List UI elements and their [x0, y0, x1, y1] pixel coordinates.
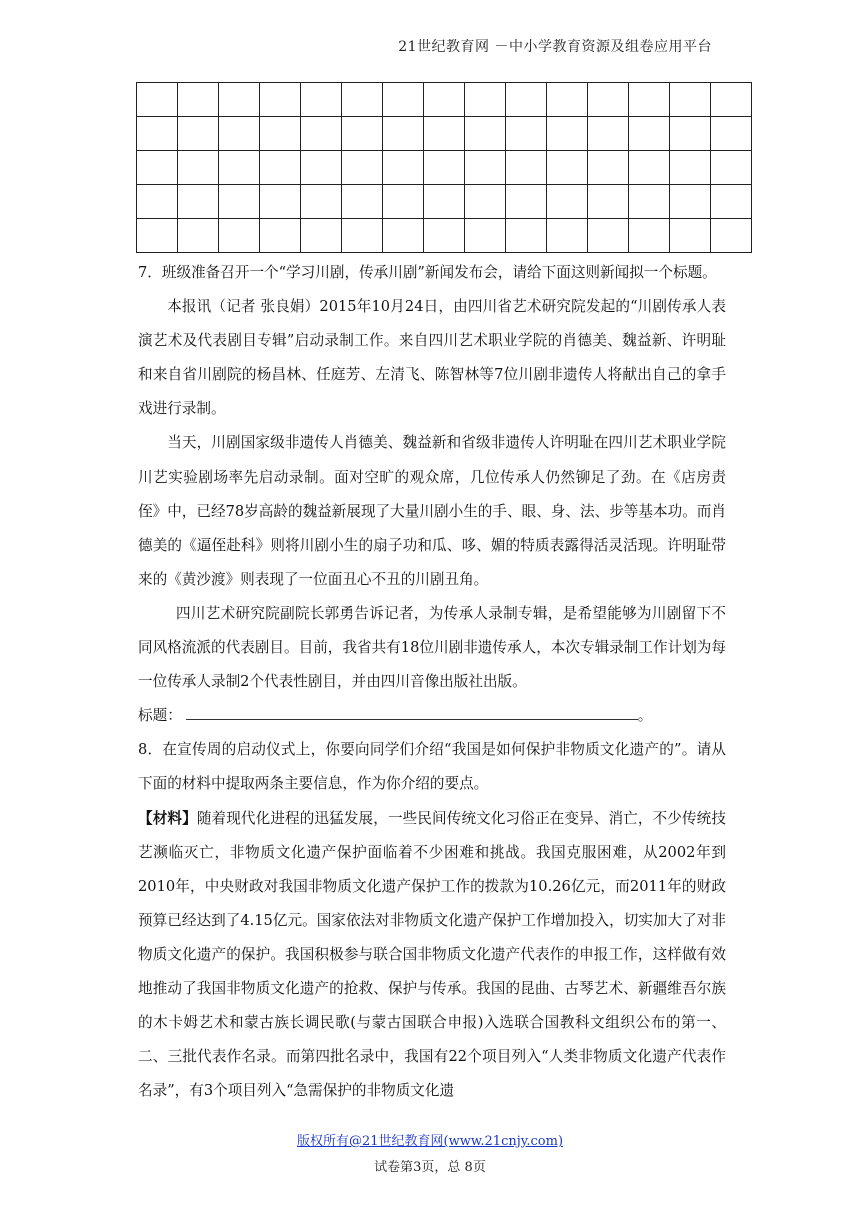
grid-cell[interactable]: [670, 219, 711, 253]
grid-cell[interactable]: [342, 117, 383, 151]
grid-cell[interactable]: [383, 83, 424, 117]
grid-cell[interactable]: [588, 151, 629, 185]
grid-cell[interactable]: [588, 219, 629, 253]
q8-material: [138, 802, 726, 1109]
grid-cell[interactable]: [383, 219, 424, 253]
grid-cell[interactable]: [588, 185, 629, 219]
grid-cell[interactable]: [588, 117, 629, 151]
q8-prompt: 8．在宣传周的启动仪式上，你要向同学们介绍“我国是如何保护非物质文化遗产的”。请从下面的材料中提取两条主要信息，作为你介绍的要点。: [138, 741, 726, 793]
grid-cell[interactable]: [260, 219, 301, 253]
grid-cell[interactable]: [424, 83, 465, 117]
site-header: 21世纪教育网 －中小学教育资源及组卷应用平台: [398, 39, 712, 55]
grid-cell[interactable]: [260, 185, 301, 219]
grid-cell[interactable]: [670, 117, 711, 151]
grid-cell[interactable]: [342, 151, 383, 185]
grid-cell[interactable]: [424, 151, 465, 185]
grid-cell[interactable]: [342, 83, 383, 117]
grid-cell[interactable]: [301, 219, 342, 253]
grid-cell[interactable]: [301, 151, 342, 185]
grid-cell[interactable]: [301, 83, 342, 117]
grid-cell[interactable]: [629, 219, 670, 253]
q7-answer-end: 。: [637, 707, 653, 725]
grid-cell[interactable]: [260, 83, 301, 117]
grid-cell[interactable]: [342, 219, 383, 253]
grid-cell[interactable]: [178, 219, 219, 253]
grid-cell[interactable]: [711, 219, 752, 253]
grid-cell[interactable]: [219, 151, 260, 185]
grid-cell[interactable]: [465, 185, 506, 219]
grid-cell[interactable]: [137, 219, 178, 253]
grid-row: [137, 117, 752, 151]
grid-cell[interactable]: [424, 185, 465, 219]
grid-cell[interactable]: [137, 185, 178, 219]
grid-cell[interactable]: [465, 151, 506, 185]
grid-cell[interactable]: [260, 151, 301, 185]
grid-cell[interactable]: [137, 83, 178, 117]
grid-cell[interactable]: [506, 117, 547, 151]
grid-cell[interactable]: [711, 117, 752, 151]
grid-cell[interactable]: [424, 117, 465, 151]
grid-cell[interactable]: [506, 185, 547, 219]
grid-cell[interactable]: [383, 117, 424, 151]
grid-cell[interactable]: [506, 151, 547, 185]
grid-row: [137, 151, 752, 185]
grid-cell[interactable]: [178, 151, 219, 185]
grid-cell[interactable]: [342, 185, 383, 219]
grid-cell[interactable]: [506, 219, 547, 253]
grid-cell[interactable]: [301, 117, 342, 151]
q7-answer-blank[interactable]: [186, 703, 638, 720]
q7-answer-line: [138, 699, 726, 733]
grid-row: [137, 83, 752, 117]
grid-cell[interactable]: [547, 151, 588, 185]
grid-cell[interactable]: [178, 83, 219, 117]
grid-cell[interactable]: [629, 151, 670, 185]
grid-cell[interactable]: [219, 185, 260, 219]
question-content: [138, 256, 726, 1108]
grid-row: [137, 185, 752, 219]
grid-cell[interactable]: [547, 219, 588, 253]
grid-cell[interactable]: [383, 151, 424, 185]
grid-cell[interactable]: [629, 185, 670, 219]
q8-material-text: 随着现代化进程的迅猛发展，一些民间传统文化习俗正在变异、消亡，不少传统技艺濒临灭亡，非物质文化遗产保护面临着不少困难和挑战。我国克服困难，从2002年到2010年，中央财政对我国非物质文化遗产保护工作的拨款为10.26亿元，而2011年的财政预算已经达到了4.15亿元。国家依法对非物质文化遗产保护工作增加投入，切实加大了对非物质文化遗产的保护。我国积极参与联合国非物质文化遗产代表作的申报工作，这样做有效地推动了我国非物质文化遗产的抢救、保护与传承。我国的昆曲、古琴艺术、新疆维吾尔族的木卡姆艺术和蒙古族长调民歌(与蒙古国联合申报)入选联合国教科文组织公布的第一、二、三批代表作名录。而第四批名录中，我国有22个项目列入“人类非物质文化遗产代表作名录”，有3个项目列入“急需保护的非物质文化遗: [138, 809, 726, 1100]
grid-cell[interactable]: [629, 117, 670, 151]
page-number: 试卷第3页，总 8页: [374, 1160, 486, 1175]
grid-cell[interactable]: [506, 83, 547, 117]
q7-answer-label: 标题：: [138, 707, 182, 725]
grid-cell[interactable]: [711, 151, 752, 185]
grid-cell[interactable]: [301, 185, 342, 219]
q7-prompt: 7．班级准备召开一个“学习川剧，传承川剧”新闻发布会，请给下面这则新闻拟一个标题。: [138, 264, 717, 281]
grid-cell[interactable]: [670, 83, 711, 117]
grid-cell[interactable]: [465, 219, 506, 253]
grid-cell[interactable]: [219, 117, 260, 151]
grid-cell[interactable]: [424, 219, 465, 253]
grid-cell[interactable]: [670, 185, 711, 219]
q7-news-para-3: 四川艺术研究院副院长郭勇告诉记者，为传承人录制专辑，是希望能够为川剧留下不同风格流派的代表剧目。目前，我省共有18位川剧非遗传承人，本次专辑录制工作计划为每一位传承人录制2个代表性剧目，并由四川音像出版社出版。: [138, 604, 726, 691]
writing-grid: [136, 82, 752, 253]
copyright-link[interactable]: 版权所有@21世纪教育网(www.21cnjy.com): [296, 1134, 564, 1149]
grid-cell[interactable]: [219, 219, 260, 253]
grid-cell[interactable]: [137, 151, 178, 185]
grid-cell[interactable]: [137, 117, 178, 151]
grid-cell[interactable]: [547, 83, 588, 117]
grid-cell[interactable]: [711, 185, 752, 219]
grid-cell[interactable]: [670, 151, 711, 185]
grid-cell[interactable]: [711, 83, 752, 117]
grid-cell[interactable]: [465, 83, 506, 117]
q7-news-para-1: 本报讯（记者 张良娟）2015年10月24日，由四川省艺术研究院发起的“川剧传承人表演艺术及代表剧目专辑”启动录制工作。来自四川艺术职业学院的肖德美、魏益新、许明耻和来自省川剧院的杨昌林、任庭芳、左清飞、陈智林等7位川剧非遗传人将献出自己的拿手戏进行录制。: [138, 298, 726, 418]
grid-cell[interactable]: [178, 117, 219, 151]
grid-cell[interactable]: [178, 185, 219, 219]
q8-material-tag: 【材料】: [138, 809, 197, 827]
grid-row: [137, 219, 752, 253]
grid-cell[interactable]: [219, 83, 260, 117]
grid-cell[interactable]: [383, 185, 424, 219]
q7-news-para-2: 当天，川剧国家级非遗传人肖德美、魏益新和省级非遗传人许明耻在四川艺术职业学院川艺实验剧场率先启动录制。面对空旷的观众席，几位传承人仍然铆足了劲。在《店房责侄》中，已经78岁高龄的魏益新展现了大量川剧小生的手、眼、身、法、步等基本功。而肖德美的《逼侄赴科》则将川剧小生的扇子功和瓜、哆、媚的特质表露得活灵活现。许明耻带来的《黄沙渡》则表现了一位面丑心不丑的川剧丑角。: [138, 434, 726, 588]
grid-cell[interactable]: [588, 83, 629, 117]
grid-cell[interactable]: [547, 185, 588, 219]
grid-cell[interactable]: [547, 117, 588, 151]
grid-cell[interactable]: [465, 117, 506, 151]
grid-cell[interactable]: [260, 117, 301, 151]
grid-cell[interactable]: [629, 83, 670, 117]
